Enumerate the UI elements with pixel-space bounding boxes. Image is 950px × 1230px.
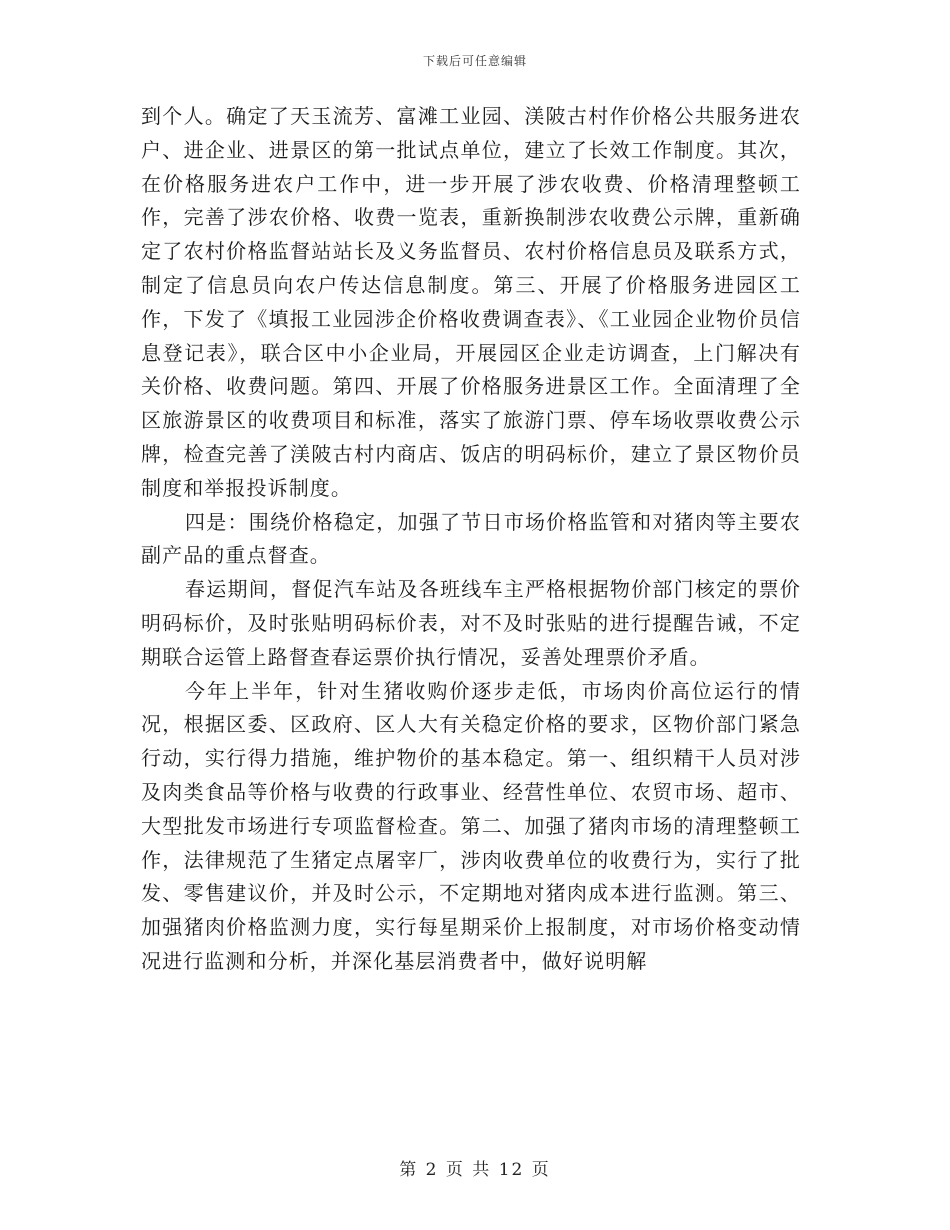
page-number-footer: 第 2 页 共 12 页: [399, 1160, 551, 1180]
document-body: [141, 100, 801, 979]
paragraph-continuation: 到个人。确定了天玉流芳、富滩工业园、渼陂古村作价格公共服务进农户、进企业、进景区的第一批试点单位，建立了长效工作制度。其次，在价格服务进农户工作中，进一步开展了涉农收费、价格清理整顿工作，完善了涉农价格、收费一览表，重新换制涉农收费公示牌，重新确定了农村价格监督站站长及义务监督员、农村价格信息员及联系方式，制定了信息员向农户传达信息制度。第三、开展了价格服务进园区工作，下发了《填报工业园涉企价格收费调查表》、《工业园企业物价员信息登记表》，联合区中小企业局，开展园区企业走访调查，上门解决有关价格、收费问题。第四、开展了价格服务进景区工作。全面清理了全区旅游景区的收费项目和标准，落实了旅游门票、停车场收票收费公示牌，检查完善了渼陂古村内商店、饭店的明码标价，建立了景区物价员制度和举报投诉制度。: [141, 104, 801, 500]
paragraph-spring-festival: 春运期间，督促汽车站及各班线车主严格根据物价部门核定的票价明码标价，及时张贴明码标价表，对不及时张贴的进行提醒告诫，不定期联合运管上路督查春运票价执行情况，妥善处理票价矛盾。: [141, 577, 801, 669]
paragraph-section-four: 四是：围绕价格稳定，加强了节日市场价格监管和对猪肉等主要农副产品的重点督查。: [141, 509, 801, 568]
paragraph-pork-price: 今年上半年，针对生猪收购价逐步走低，市场肉价高位运行的情况，根据区委、区政府、区人大有关稳定价格的要求，区物价部门紧急行动，实行得力措施，维护物价的基本稳定。第一、组织精干人员对涉及肉类食品等价格与收费的行政事业、经营性单位、农贸市场、超市、大型批发市场进行专项监督检查。第二、加强了猪肉市场的清理整顿工作，法律规范了生猪定点屠宰厂，涉肉收费单位的收费行为，实行了批发、零售建议价，并及时公示，不定期地对猪肉成本进行监测。第三、加强猪肉价格监测力度，实行每星期采价上报制度，对市场价格变动情况进行监测和分析，并深化基层消费者中，做好说明解: [141, 678, 801, 973]
page-header-note: 下载后可任意编辑: [422, 54, 527, 68]
